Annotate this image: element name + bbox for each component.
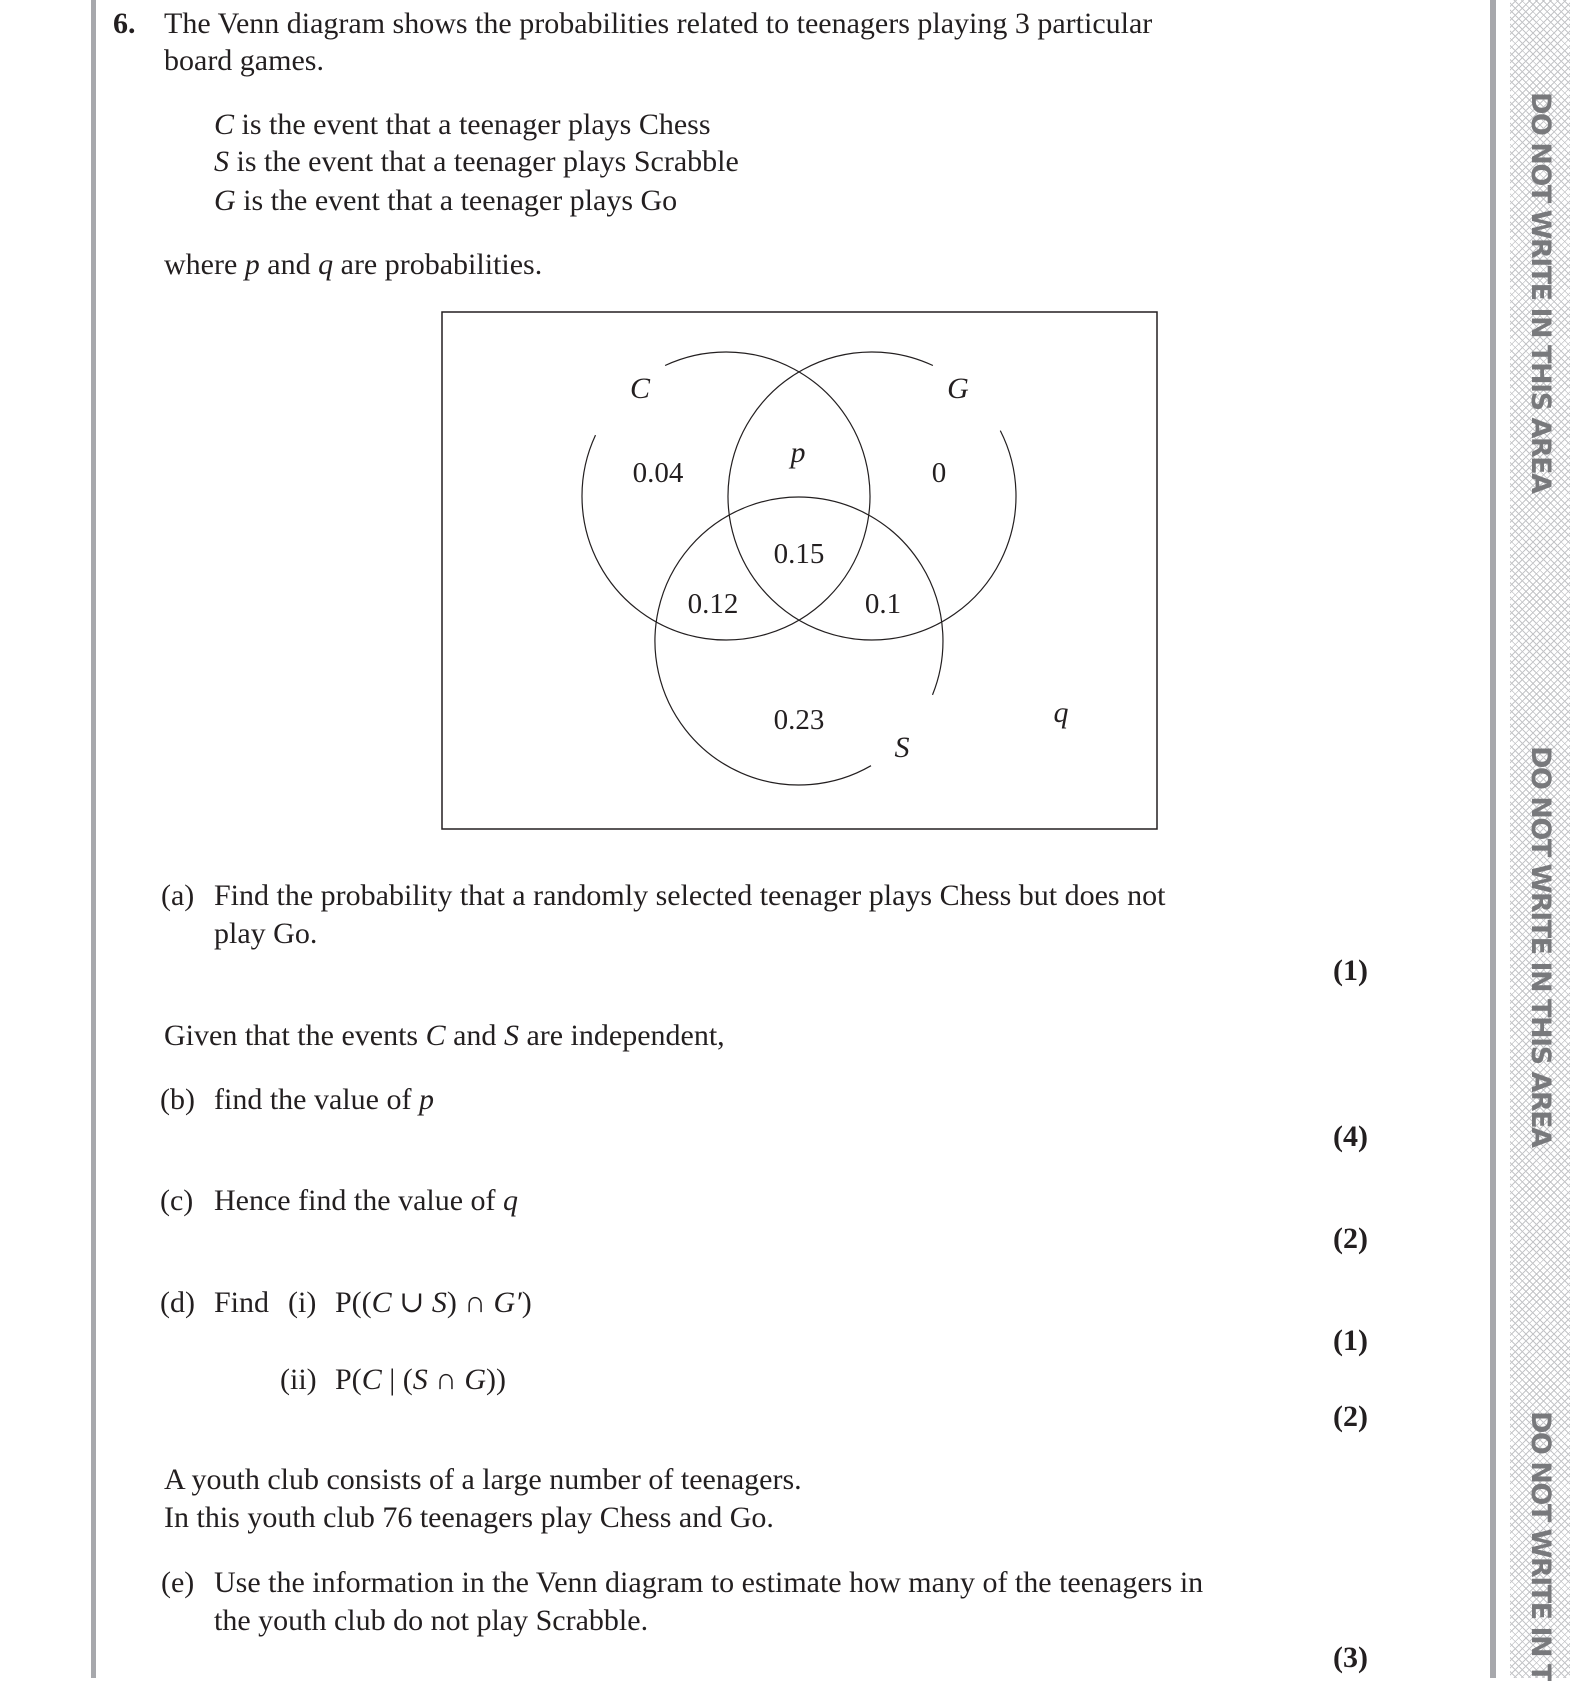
part-b-text: find the value of p (214, 1083, 434, 1116)
part-d-i-expression: P((C ∪ S) ∩ G′) (335, 1286, 532, 1319)
part-d-i-label: (i) (288, 1286, 317, 1319)
question-intro-line1: The Venn diagram shows the probabilities related to teenagers playing 3 particular (164, 7, 1153, 40)
part-d-find: Find (214, 1286, 270, 1319)
question-intro-line2: board games. (164, 44, 324, 77)
part-a-line1: Find the probability that a randomly selected teenager plays Chess but does not (214, 879, 1166, 912)
region-s-only: 0.23 (773, 704, 825, 736)
region-g-only: 0 (931, 457, 947, 489)
part-e-line1: Use the information in the Venn diagram to estimate how many of the teenagers in (214, 1566, 1204, 1599)
definition-chess: C is the event that a teenager plays Chess (214, 108, 711, 141)
region-g-and-s: 0.1 (864, 588, 902, 620)
margin-warning-3: DO NOT WRITE IN T (1525, 1411, 1556, 1681)
part-d-i-marks: (1) (1333, 1324, 1368, 1357)
region-c-g-s: 0.15 (773, 538, 825, 570)
question-number: 6. (113, 7, 136, 40)
set-label-s: S (894, 731, 910, 764)
part-e-line2: the youth club do not play Scrabble. (214, 1604, 649, 1637)
definition-go: G is the event that a teenager plays Go (214, 184, 678, 217)
part-e-marks: (3) (1333, 1641, 1368, 1674)
part-a-line2: play Go. (214, 917, 318, 950)
part-d-ii-marks: (2) (1333, 1400, 1368, 1433)
part-a-label: (a) (161, 879, 195, 912)
sample-space-box (442, 312, 1157, 829)
part-b-marks: (4) (1333, 1120, 1368, 1153)
region-c-only: 0.04 (632, 457, 684, 489)
symbol-c: C (214, 108, 235, 141)
context-line1: A youth club consists of a large number of teenagers. (164, 1463, 802, 1496)
margin-warning-2: DO NOT WRITE IN THIS AREA (1525, 746, 1556, 1147)
part-c-label: (c) (160, 1184, 194, 1217)
definition-scrabble: S is the event that a teenager plays Scrabble (214, 145, 739, 178)
context-line2: In this youth club 76 teenagers play Chess and Go. (164, 1501, 774, 1534)
part-e-label: (e) (161, 1566, 195, 1599)
part-b-label: (b) (160, 1083, 195, 1116)
independence-statement: Given that the events C and S are independent, (164, 1019, 725, 1052)
symbol-g: G (214, 184, 236, 217)
symbol-s: S (214, 145, 229, 178)
region-c-and-s: 0.12 (687, 588, 739, 620)
part-d-label: (d) (160, 1286, 195, 1319)
set-label-g: G (947, 372, 969, 405)
part-d-ii-label: (ii) (280, 1363, 317, 1396)
region-c-and-g: p (790, 436, 806, 469)
region-outside: q (1053, 696, 1069, 729)
part-c-text: Hence find the value of q (214, 1184, 519, 1217)
part-c-marks: (2) (1333, 1222, 1368, 1255)
set-label-c: C (629, 372, 651, 405)
where-statement: where p and q are probabilities. (164, 248, 543, 281)
part-a-marks: (1) (1333, 954, 1368, 987)
margin-warning-1: DO NOT WRITE IN THIS AREA (1525, 92, 1556, 493)
part-d-ii-expression: P(C | (S ∩ G)) (335, 1363, 507, 1396)
